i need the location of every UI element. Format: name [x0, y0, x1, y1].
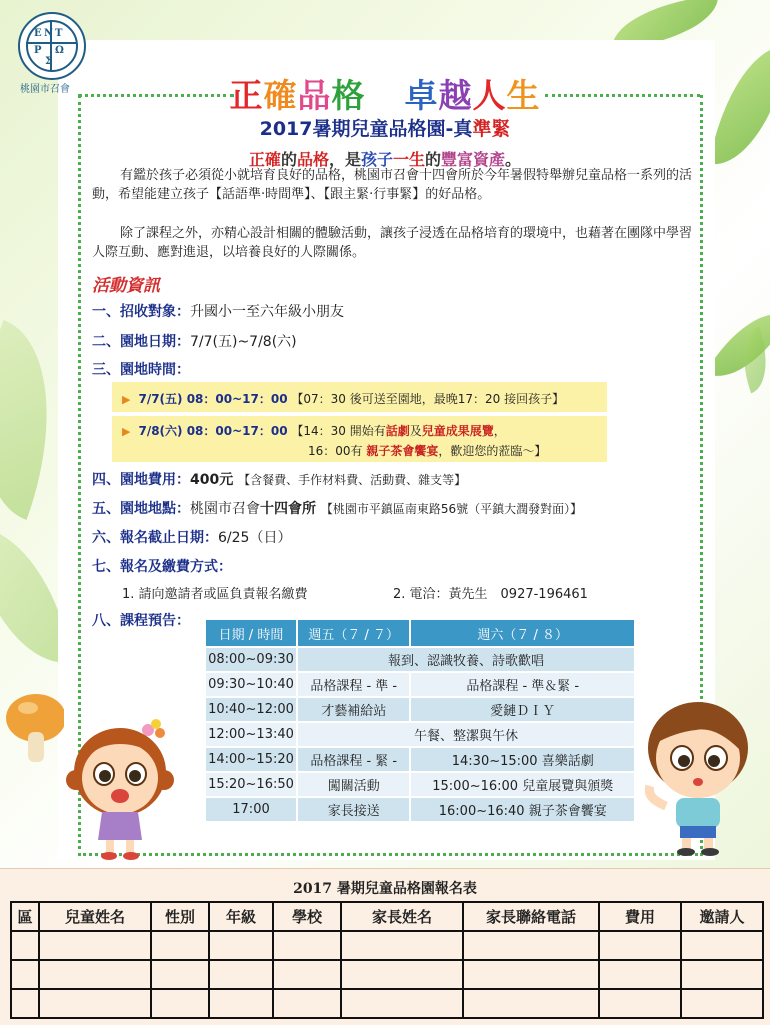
title-char: 生 [506, 76, 541, 115]
time-note: ， [493, 424, 506, 438]
slogan-part: 一生 [393, 150, 426, 169]
logo-letter: P [34, 45, 42, 56]
info-courses [92, 610, 190, 630]
info-fee [92, 469, 466, 489]
reg-cell[interactable] [681, 931, 763, 960]
subtitle-main: 2017暑期兒童品格園-真 [259, 118, 473, 140]
reg-header: 家長聯絡電話 [463, 902, 599, 931]
schedule-row [206, 673, 634, 696]
schedule-merged: 午餐、整潔與午休 [298, 723, 634, 746]
schedule-fri: 品格課程 - 緊 - [298, 748, 409, 771]
schedule-sat: 14:30~15:00 喜樂話劇 [411, 748, 634, 771]
reg-cell[interactable] [463, 931, 599, 960]
title-part2 [405, 76, 541, 115]
reg-cell[interactable] [151, 960, 209, 989]
info-times [92, 359, 190, 379]
reg-header: 學校 [273, 902, 341, 931]
schedule-time: 12:00~13:40 [206, 723, 296, 746]
time-line-2b [308, 442, 546, 459]
main-title [0, 70, 770, 117]
info-value: 桃園市召會 [190, 501, 260, 517]
info-label: 四、園地費用： [92, 472, 190, 488]
info-deadline [92, 527, 291, 547]
slogan-part: ，是 [328, 150, 361, 169]
reg-cell[interactable] [209, 960, 273, 989]
title-char: 人 [472, 76, 507, 115]
slogan-part: 的 [425, 150, 442, 169]
title-char: 確 [263, 76, 298, 115]
slogan-part: 孩子 [360, 150, 393, 169]
info-note: 【桃園市平鎮區南東路56號（平鎮大潤發對面）】 [320, 502, 583, 516]
intro-text: 有鑑於孩子必須從小就培育良好的品格，桃園市召會十四會所於今年暑假特舉辦兒童品格一系列的活動，希望能建立孩子【話語準‧時間準】、【跟主緊‧行事緊】的好品格。 [92, 168, 693, 202]
time-line-1 [122, 390, 564, 407]
schedule-fri: 闖關活動 [298, 773, 409, 796]
info-note: 【含餐費、手作材料費、活動費、雜支等】 [238, 473, 467, 487]
schedule-time: 14:00~15:20 [206, 748, 296, 771]
schedule-merged: 報到、認識牧養、詩歌歡唱 [298, 648, 634, 671]
payment-option-1: 1. 請向邀請者或區負責報名繳費 [122, 587, 308, 602]
time-date: 7/8(六) 08：00~17：00 [138, 424, 288, 438]
reg-cell[interactable] [681, 989, 763, 1018]
registration-row[interactable] [11, 960, 763, 989]
registration-header-row [11, 902, 763, 931]
schedule-row [206, 723, 634, 746]
time-note-highlight: 親子茶會饗宴 [366, 444, 439, 458]
reg-cell[interactable] [599, 960, 681, 989]
reg-cell[interactable] [341, 931, 463, 960]
logo-letter: Σ [45, 56, 53, 67]
title-char: 格 [331, 76, 366, 115]
time-note: ，歡迎您的蒞臨～】 [438, 444, 547, 458]
info-label: 一、招收對象： [92, 304, 190, 320]
reg-cell[interactable] [463, 960, 599, 989]
reg-cell[interactable] [11, 960, 39, 989]
reg-header: 性別 [151, 902, 209, 931]
schedule-time: 08:00~09:30 [206, 648, 296, 671]
info-dates [92, 331, 297, 351]
schedule-header: 日期 / 時間 [206, 620, 296, 646]
reg-header: 費用 [599, 902, 681, 931]
slogan-part: 品格 [296, 150, 329, 169]
info-label: 二、園地日期： [92, 334, 190, 350]
schedule-row [206, 648, 634, 671]
reg-cell[interactable] [341, 989, 463, 1018]
info-value: 400元 [190, 472, 234, 488]
girl-illustration [62, 700, 180, 860]
intro-paragraph-2 [92, 224, 692, 262]
info-value: 升國小一至六年級小朋友 [190, 304, 344, 320]
time-note-highlight: 話劇 [385, 424, 410, 438]
boy-illustration [636, 686, 762, 858]
slogan-part: 正確 [248, 150, 281, 169]
time-note-highlight: 兒童成果展覽 [421, 424, 494, 438]
reg-cell[interactable] [39, 960, 151, 989]
info-label: 三、園地時間： [92, 362, 190, 378]
time-note: 【14：30 開始有 [291, 424, 386, 438]
reg-cell[interactable] [39, 931, 151, 960]
reg-header: 邀請人 [681, 902, 763, 931]
payment-option-2: 2. 電洽：黃先生 0927-196461 [393, 587, 588, 602]
title-char: 卓 [404, 76, 439, 115]
reg-cell[interactable] [273, 931, 341, 960]
reg-cell[interactable] [209, 989, 273, 1018]
info-audience [92, 301, 344, 321]
info-label: 五、園地地點： [92, 501, 190, 517]
reg-cell[interactable] [341, 960, 463, 989]
info-label: 七、報名及繳費方式： [92, 559, 232, 575]
reg-header: 區 [11, 902, 39, 931]
registration-row[interactable] [11, 989, 763, 1018]
time-date: 7/7(五) 08：00~17：00 [138, 392, 288, 406]
section-title: 活動資訊 [92, 276, 160, 296]
reg-cell[interactable] [11, 989, 39, 1018]
reg-cell[interactable] [681, 960, 763, 989]
slogan-part: 。 [505, 150, 522, 169]
time-note: 及 [409, 424, 422, 438]
mushroom-illustration [4, 686, 64, 766]
schedule-header: 週五（７ / ７） [298, 620, 409, 646]
reg-cell[interactable] [151, 989, 209, 1018]
schedule-row [206, 698, 634, 721]
reg-cell[interactable] [273, 960, 341, 989]
schedule-header: 週六（７ / ８） [411, 620, 634, 646]
schedule-fri: 家長接送 [298, 798, 409, 821]
time-note: 16：00有 [308, 444, 367, 458]
title-char: 正 [229, 76, 264, 115]
logo-letter: Ω [55, 45, 64, 56]
reg-cell[interactable] [209, 931, 273, 960]
logo-letter: N [44, 28, 54, 39]
info-label: 八、課程預告： [92, 613, 190, 629]
reg-cell[interactable] [151, 931, 209, 960]
schedule-time: 10:40~12:00 [206, 698, 296, 721]
schedule-sat: 品格課程 - 準＆緊 - [411, 673, 634, 696]
info-label: 六、報名截止日期： [92, 530, 218, 546]
schedule-sat: 愛鏈ＤＩＹ [411, 698, 634, 721]
schedule-row [206, 773, 634, 796]
schedule-time: 15:20~16:50 [206, 773, 296, 796]
schedule-sat: 16:00~16:40 親子茶會饗宴 [411, 798, 634, 821]
reg-cell[interactable] [273, 989, 341, 1018]
triangle-bullet-icon: ▶ [122, 425, 131, 438]
subtitle [0, 114, 770, 141]
schedule-sat: 15:00~16:00 兒童展覽與頒獎 [411, 773, 634, 796]
reg-header: 年級 [209, 902, 273, 931]
intro-paragraph-1 [92, 166, 692, 204]
title-char: 品 [297, 76, 332, 115]
info-location [92, 498, 582, 518]
info-value: 十四會所 [260, 501, 316, 517]
reg-cell[interactable] [463, 989, 599, 1018]
form-title: 2017 暑期兒童品格園報名表 [293, 881, 477, 897]
schedule-row [206, 748, 634, 771]
schedule-header-row [206, 620, 634, 646]
info-value: 7/7(五)~7/8(六) [190, 334, 297, 350]
intro-text: 除了課程之外，亦精心設計相關的體驗活動，讓孩子浸透在品格培育的環境中，也藉著在團隊中學習人際互動、應對進退，以培養良好的人際關係。 [92, 226, 693, 260]
time-note: 【07：30 後可送至園地，最晚17：20 接回孩子】 [291, 392, 565, 406]
reg-cell[interactable] [599, 989, 681, 1018]
title-part1 [230, 76, 366, 115]
logo-letter: E [34, 28, 42, 39]
reg-header: 兒童姓名 [39, 902, 151, 931]
reg-cell[interactable] [11, 931, 39, 960]
info-payment [92, 556, 232, 576]
triangle-bullet-icon: ▶ [122, 393, 131, 406]
logo-letter: T [55, 28, 63, 39]
schedule-fri: 才藝補給站 [298, 698, 409, 721]
schedule-fri: 品格課程 - 準 - [298, 673, 409, 696]
schedule-time: 17:00 [206, 798, 296, 821]
reg-header: 家長姓名 [341, 902, 463, 931]
subtitle-red: 準緊 [472, 118, 511, 140]
schedule-row [206, 798, 634, 821]
time-line-2 [122, 422, 506, 439]
info-value: 6/25（日） [218, 530, 292, 546]
reg-cell[interactable] [599, 931, 681, 960]
schedule-time: 09:30~10:40 [206, 673, 296, 696]
registration-row[interactable] [11, 931, 763, 960]
registration-table [10, 901, 764, 1019]
slogan-part: 的 [280, 150, 297, 169]
schedule-table [204, 618, 636, 823]
slogan-part: 豐富資產 [441, 150, 506, 169]
title-char: 越 [438, 76, 473, 115]
org-caption: 桃園市召會 [20, 84, 70, 95]
reg-cell[interactable] [39, 989, 151, 1018]
